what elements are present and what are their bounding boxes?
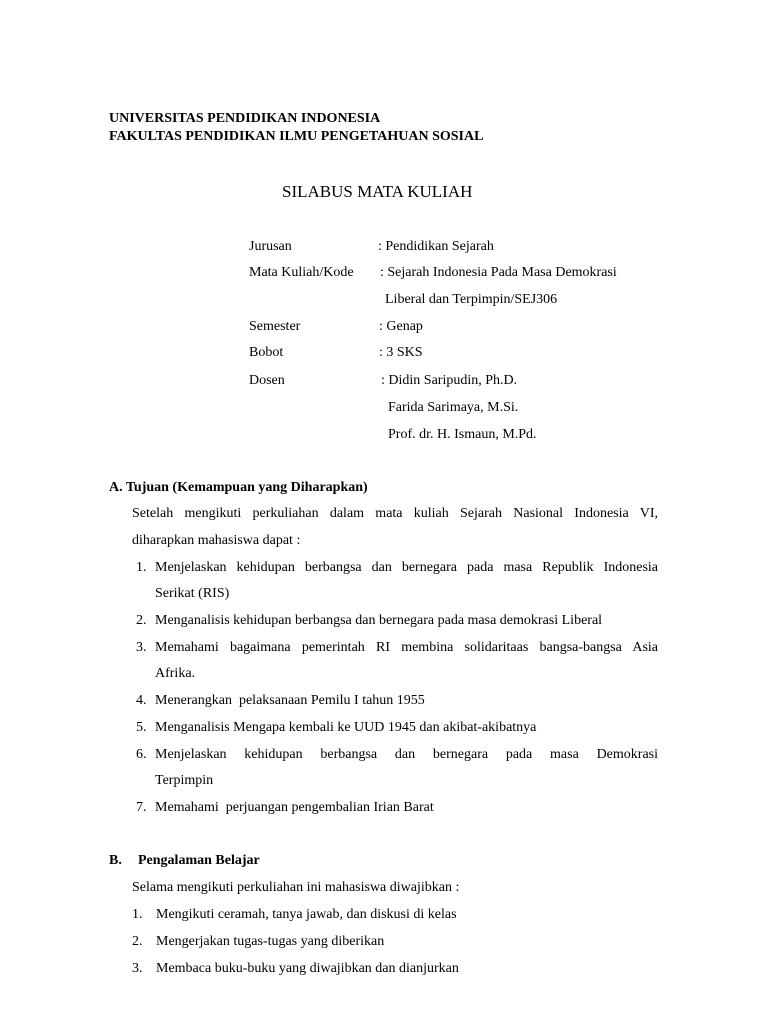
list-item-cont: Terpimpin: [155, 773, 214, 788]
section-b-letter: B.: [109, 853, 122, 868]
list-item: Mengikuti ceramah, tanya jawab, dan diskusi di kelas: [156, 907, 457, 922]
info-label-dosen: Dosen: [249, 373, 285, 388]
list-item-number: 6.: [136, 747, 147, 762]
info-value-bobot: : 3 SKS: [379, 345, 423, 360]
list-item: Memahami bagaimana pemerintah RI membina solidaritaas bangsa-bangsa Asia: [155, 640, 658, 655]
info-value-dosen-2: Farida Sarimaya, M.Si.: [388, 400, 519, 415]
list-item: Memahami perjuangan pengembalian Irian Barat: [155, 800, 434, 815]
section-a-intro-cont: diharapkan mahasiswa dapat :: [132, 533, 301, 548]
list-item: Menganalisis kehidupan berbangsa dan bernegara pada masa demokrasi Liberal: [155, 613, 603, 628]
info-value-semester: : Genap: [379, 319, 423, 334]
list-item: Membaca buku-buku yang diwajibkan dan dianjurkan: [156, 961, 459, 976]
section-b-heading: Pengalaman Belajar: [138, 853, 260, 868]
section-b-intro: Selama mengikuti perkuliahan ini mahasiswa diwajibkan :: [132, 880, 460, 895]
list-item-number: 1.: [136, 560, 147, 575]
section-a-intro: Setelah mengikuti perkuliahan dalam mata kuliah Sejarah Nasional Indonesia VI,: [132, 506, 658, 521]
list-item-cont: Afrika.: [155, 666, 196, 681]
list-item: Menerangkan pelaksanaan Pemilu I tahun 1955: [155, 693, 425, 708]
list-item-number: 7.: [136, 800, 147, 815]
list-item-number: 4.: [136, 693, 147, 708]
info-value-jurusan: : Pendidikan Sejarah: [378, 239, 494, 254]
info-label-jurusan: Jurusan: [249, 239, 292, 254]
list-item: Menjelaskan kehidupan berbangsa dan bernegara pada masa Demokrasi: [155, 747, 658, 762]
list-item-number: 2.: [132, 934, 143, 949]
list-item: Mengerjakan tugas-tugas yang diberikan: [156, 934, 385, 949]
list-item-cont: Serikat (RIS): [155, 586, 230, 601]
faculty-name: FAKULTAS PENDIDIKAN ILMU PENGETAHUAN SOSIAL: [109, 129, 484, 144]
list-item: Menjelaskan kehidupan berbangsa dan bernegara pada masa Republik Indonesia: [155, 560, 658, 575]
info-label-mata-kuliah: Mata Kuliah/Kode: [249, 265, 354, 280]
info-label-semester: Semester: [249, 319, 301, 334]
list-item: Menganalisis Mengapa kembali ke UUD 1945 dan akibat-akibatnya: [155, 720, 537, 735]
list-item-number: 2.: [136, 613, 147, 628]
list-item-number: 5.: [136, 720, 147, 735]
info-value-mata-kuliah-cont: Liberal dan Terpimpin/SEJ306: [385, 292, 558, 307]
list-item-number: 3.: [132, 961, 143, 976]
section-a-heading: A. Tujuan (Kemampuan yang Diharapkan): [109, 480, 368, 495]
list-item-number: 1.: [132, 907, 143, 922]
info-value-dosen-3: Prof. dr. H. Ismaun, M.Pd.: [388, 427, 537, 442]
info-label-bobot: Bobot: [249, 345, 284, 360]
info-value-mata-kuliah: : Sejarah Indonesia Pada Masa Demokrasi: [380, 265, 617, 280]
info-value-dosen: : Didin Saripudin, Ph.D.: [381, 373, 518, 388]
page-title: SILABUS MATA KULIAH: [282, 182, 473, 201]
university-name: UNIVERSITAS PENDIDIKAN INDONESIA: [109, 111, 381, 126]
list-item-number: 3.: [136, 640, 147, 655]
